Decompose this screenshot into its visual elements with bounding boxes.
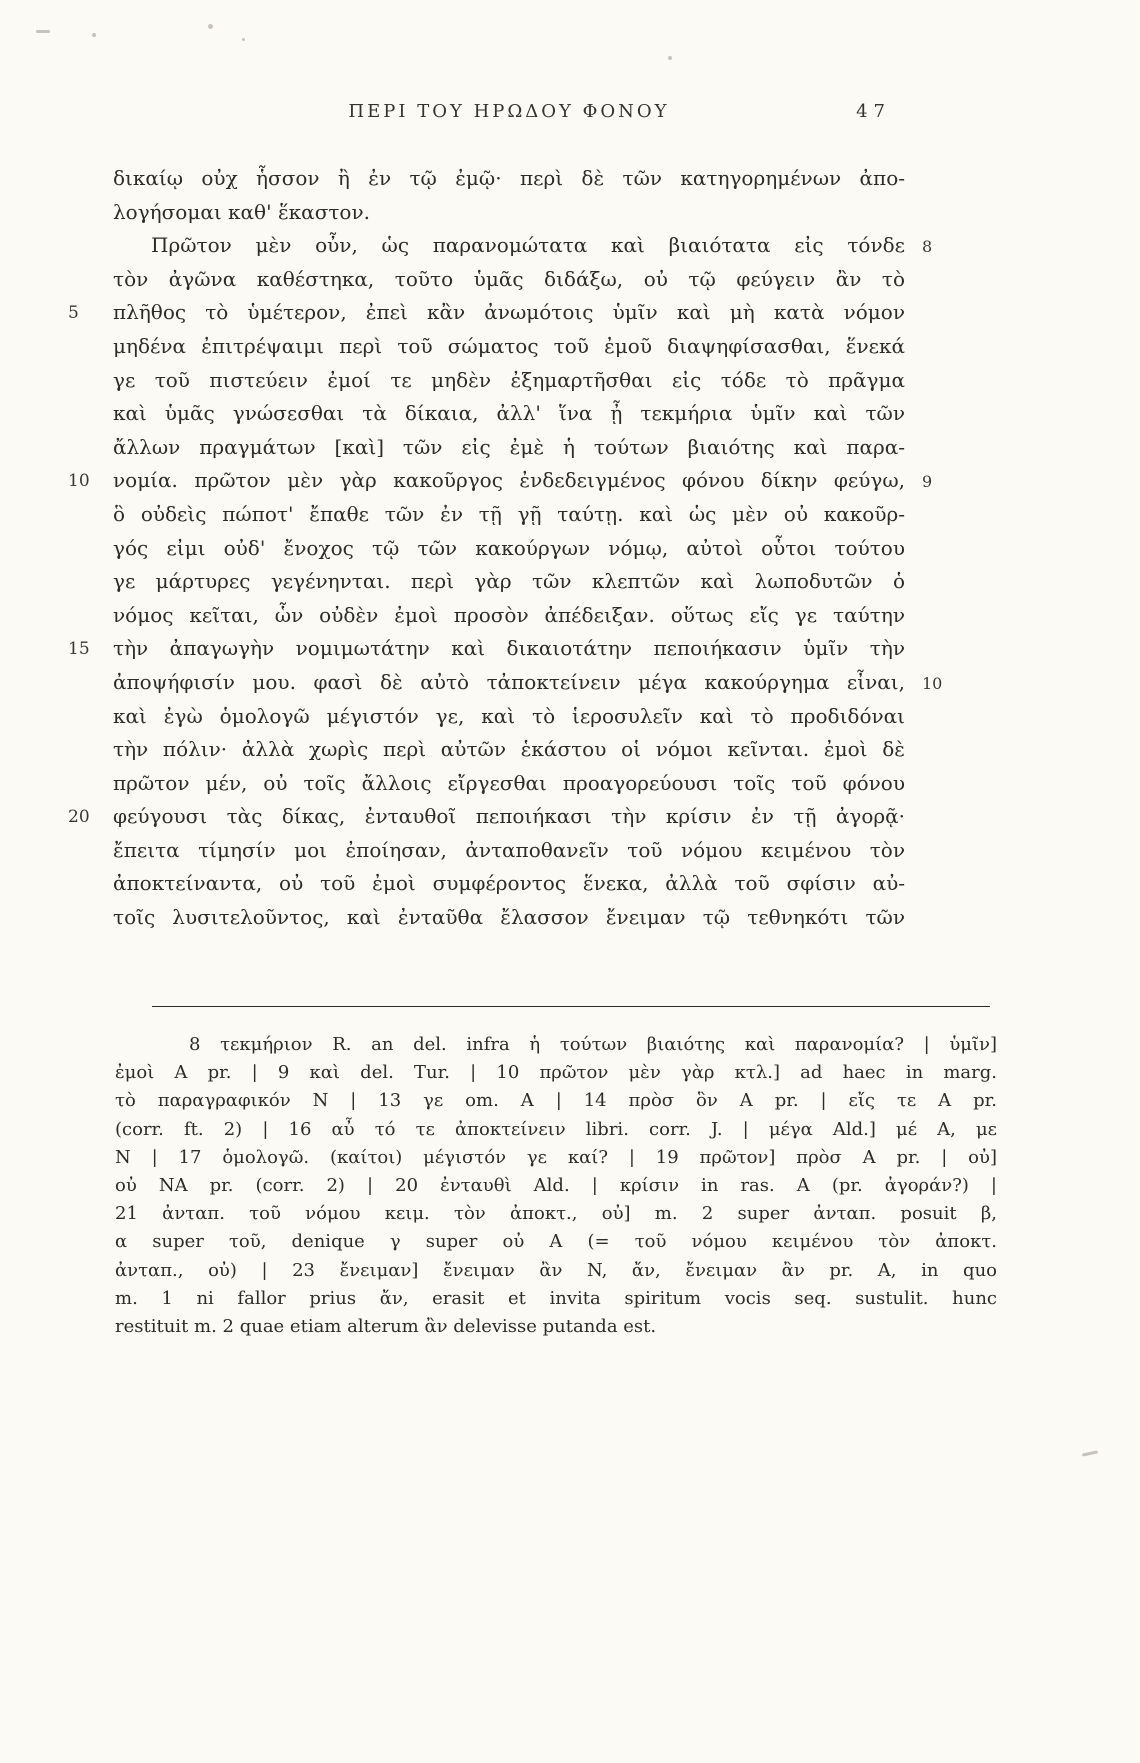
line-number: 5 bbox=[68, 303, 79, 324]
text-line bbox=[68, 296, 905, 330]
text-line bbox=[68, 632, 905, 666]
line-text: δικαίῳ οὐχ ἧσσον ἢ ἐν τῷ ἐμῷ· περὶ δὲ τῶν κατηγορημένων ἀπο- bbox=[113, 166, 905, 190]
apparatus-line: ἐμοὶ A pr. | 9 καὶ del. Tur. | 10 πρῶτον μὲν γὰρ κτλ.] ad haec in marg. bbox=[115, 1062, 997, 1084]
text-line bbox=[113, 330, 905, 364]
text-line bbox=[68, 464, 933, 498]
running-title: ΠΕΡΙ ΤΟΥ ΗΡΩΔΟΥ ΦΟΝΟΥ bbox=[348, 101, 670, 122]
scan-artifact bbox=[208, 24, 213, 29]
line-text: πρῶτον μέν, οὐ τοῖς ἄλλοις εἴργεσθαι προαγορεύουσι τοῖς τοῦ φόνου bbox=[113, 770, 905, 795]
line-text: καὶ ὑμᾶς γνώσεσθαι τὰ δίκαια, ἀλλ' ἵνα ᾖ τεκμήρια ὑμῖν καὶ τῶν bbox=[113, 401, 905, 426]
text-line bbox=[113, 229, 933, 263]
line-text: λογήσομαι καθ' ἕκαστον. bbox=[113, 199, 370, 224]
apparatus-line: m. 1 ni fallor prius ἄν, erasit et invita spiritum vocis seq. sustulit. hunc bbox=[115, 1287, 997, 1309]
apparatus-divider-rule bbox=[152, 1006, 990, 1007]
scan-artifact bbox=[1082, 1450, 1098, 1456]
text-line bbox=[68, 800, 905, 834]
text-line bbox=[113, 599, 905, 633]
line-text: γός εἰμι οὐδ' ἔνοχος τῷ τῶν κακούργων νόμῳ, αὐτοὶ οὗτοι τούτου bbox=[113, 535, 905, 560]
scan-artifact bbox=[242, 38, 245, 41]
text-line bbox=[113, 700, 905, 734]
text-line bbox=[113, 867, 905, 901]
text-line bbox=[113, 565, 905, 599]
apparatus-line: οὐ NA pr. (corr. 2) | 20 ἐνταυθὶ Ald. | κρίσιν in ras. A (pr. ἀγοράν?) | bbox=[115, 1174, 997, 1196]
line-text: γε τοῦ πιστεύειν ἐμοί τε μηδὲν ἐξημαρτῆσθαι εἰς τόδε τὸ πρᾶγμα bbox=[113, 367, 905, 392]
apparatus-line: (corr. ft. 2) | 16 αὖ τό τε ἀποκτείνειν libri. corr. J. | μέγα Ald.] μέ A, με bbox=[115, 1118, 997, 1140]
scan-artifact bbox=[92, 33, 96, 37]
apparatus-line: 8 τεκμήριον R. an del. infra ἡ τούτων βιαιότης καὶ παρανομία? | ὑμῖν] bbox=[189, 1034, 997, 1055]
section-number: 9 bbox=[922, 472, 933, 492]
text-line bbox=[113, 834, 905, 868]
greek-text-block bbox=[68, 162, 943, 935]
line-number: 20 bbox=[68, 807, 90, 828]
scan-artifact bbox=[36, 30, 50, 33]
apparatus-line: 21 ἀνταπ. τοῦ νόμου κειμ. τὸν ἀποκτ., οὐ] m. 2 super ἀνταπ. posuit β, bbox=[115, 1203, 997, 1225]
scan-artifact bbox=[668, 56, 672, 60]
text-line bbox=[113, 162, 905, 196]
line-text: τὸν ἀγῶνα καθέστηκα, τοῦτο ὑμᾶς διδάξω, οὐ τῷ φεύγειν ἂν τὸ bbox=[113, 266, 905, 291]
line-text: νομία. πρῶτον μὲν γὰρ κακοῦργος ἐνδεδειγμένος φόνου δίκην φεύγω, bbox=[113, 468, 905, 493]
text-line bbox=[113, 397, 905, 431]
line-text: καὶ ἐγὼ ὁμολογῶ μέγιστόν γε, καὶ τὸ ἱεροσυλεῖν καὶ τὸ προδιδόναι bbox=[113, 703, 905, 728]
section-number: 8 bbox=[922, 237, 933, 257]
text-line bbox=[113, 767, 905, 801]
line-text: ἀποψήφισίν μου. φασὶ δὲ αὐτὸ τἀποκτείνειν μέγα κακούργημα εἶναι, bbox=[113, 669, 905, 694]
text-line bbox=[113, 263, 905, 297]
apparatus-line: τὸ παραγραφικόν N | 13 γε om. A | 14 πρὸσ ὃν A pr. | εἴς τε A pr. bbox=[115, 1090, 997, 1112]
text-line bbox=[113, 733, 905, 767]
line-text: Πρῶτον μὲν οὖν, ὡς παρανομώτατα καὶ βιαιότατα εἰς τόνδε bbox=[151, 233, 905, 258]
line-text: μηδένα ἐπιτρέψαιμι περὶ τοῦ σώματος τοῦ ἐμοῦ διαψηφίσασθαι, ἕνεκά bbox=[113, 333, 905, 358]
page-number: 47 bbox=[856, 101, 891, 122]
line-text: ἄλλων πραγμάτων [καὶ] τῶν εἰς ἐμὲ ἡ τούτων βιαιότης καὶ παρα- bbox=[113, 434, 905, 459]
line-text: τὴν πόλιν· ἀλλὰ χωρὶς περὶ αὐτῶν ἑκάστου οἱ νόμοι κεῖνται. ἐμοὶ δὲ bbox=[113, 737, 905, 762]
line-text: πλῆθος τὸ ὑμέτερον, ἐπεὶ κἂν ἀνωμότοις ὑμῖν καὶ μὴ κατὰ νόμον bbox=[113, 300, 905, 325]
line-text: ἔπειτα τίμησίν μοι ἐποίησαν, ἀνταποθανεῖν τοῦ νόμου κειμένου τὸν bbox=[113, 837, 905, 862]
line-number: 10 bbox=[68, 471, 90, 492]
text-line bbox=[113, 364, 905, 398]
line-text: ἀποκτείναντα, οὐ τοῦ ἐμοὶ συμφέροντος ἕνεκα, ἀλλὰ τοῦ σφίσιν αὐ- bbox=[113, 871, 905, 896]
apparatus-line: restituit m. 2 quae etiam alterum ἂν delevisse putanda est. bbox=[115, 1315, 657, 1337]
text-line bbox=[113, 196, 905, 230]
text-line bbox=[113, 666, 943, 700]
line-text: γε μάρτυρες γεγένηνται. περὶ γὰρ τῶν κλεπτῶν καὶ λωποδυτῶν ὁ bbox=[113, 569, 905, 594]
line-number: 15 bbox=[68, 639, 90, 660]
text-line bbox=[113, 532, 905, 566]
apparatus-line: ἀνταπ., οὐ) | 23 ἔνειμαν] ἔνειμαν ἂν N, ἄν, ἔνειμαν ἂν pr. A, in quo bbox=[115, 1259, 997, 1281]
section-number: 10 bbox=[922, 673, 943, 693]
line-text: φεύγουσι τὰς δίκας, ἐνταυθοῖ πεποιήκασι τὴν κρίσιν ἐν τῇ ἀγορᾷ· bbox=[113, 804, 905, 829]
page-header bbox=[113, 101, 905, 127]
apparatus-line: α super τοῦ, denique γ super οὐ A (= τοῦ νόμου κειμένου τὸν ἀποκτ. bbox=[115, 1231, 997, 1253]
text-line bbox=[113, 431, 905, 465]
critical-apparatus bbox=[115, 1031, 997, 1341]
line-text: τοῖς λυσιτελοῦντος, καὶ ἐνταῦθα ἔλασσον ἔνειμαν τῷ τεθνηκότι τῶν bbox=[113, 905, 905, 930]
text-line bbox=[113, 498, 905, 532]
text-line bbox=[113, 901, 905, 935]
apparatus-line: N | 17 ὁμολογῶ. (καίτοι) μέγιστόν γε καί? | 19 πρῶτον] πρὸσ A pr. | οὐ] bbox=[115, 1146, 997, 1168]
line-text: ὃ οὐδεὶς πώποτ' ἔπαθε τῶν ἐν τῇ γῇ ταύτῃ. καὶ ὡς μὲν οὐ κακοῦρ- bbox=[113, 501, 905, 526]
line-text: τὴν ἀπαγωγὴν νομιμωτάτην καὶ δικαιοτάτην πεποιήκασιν ὑμῖν τὴν bbox=[113, 636, 905, 661]
line-text: νόμος κεῖται, ὧν οὐδὲν ἐμοὶ προσὸν ἀπέδειξαν. οὕτως εἴς γε ταύτην bbox=[113, 602, 905, 627]
